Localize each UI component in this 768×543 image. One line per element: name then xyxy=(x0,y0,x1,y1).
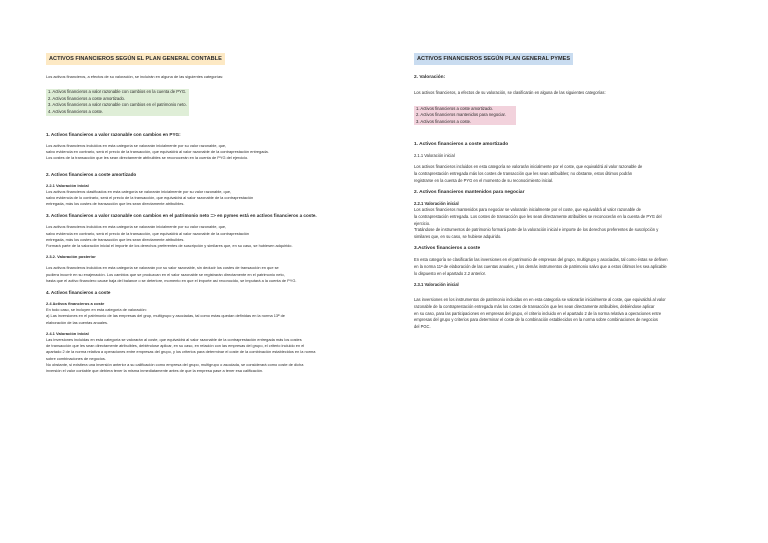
paragraph-line: Los activos financieros incluidos en esta categoría se valorarán inicialmente por su valor razonable, que, xyxy=(46,224,227,230)
subsection-label: 2.1.1 Valoración inicial xyxy=(414,152,455,158)
list-item: 2. Activos financieros a coste amortizado. xyxy=(46,96,189,103)
paragraph-line: Tratándose de instrumentos de patrimonio formará parte de la valoración inicial e importe de los derechos preferentes de suscripción y xyxy=(414,227,659,233)
paragraph-line: similares que, en su caso, se hubiese adquirido. xyxy=(414,233,502,239)
paragraph-line: del PGC. xyxy=(414,323,431,329)
paragraph-line: Los costes de la transacción que les sean directamente atribuibles se reconocerán en la cuenta de PYG del ejercicio. xyxy=(46,155,249,161)
list-item: 1. Activos financieros a coste amortizado. xyxy=(414,106,516,113)
subsection-heading: 2.4.1 Valoración inicial xyxy=(46,330,89,336)
paragraph-line: No obstante, si existiera una inversión anterior a su calificación como empresa del grupo, multigrupo o asociada, se considerará como coste de dicha xyxy=(46,361,304,367)
paragraph-line: Formará parte de la valoración inicial el importe de los derechos preferentes de suscripción y similares que, en su caso, se hubiesen adquirido. xyxy=(46,243,293,249)
paragraph-line: salvo evidencia de lo contrario, será el precio de la transacción, que equivaldrá al valor razonable de la contraprestación xyxy=(46,195,254,200)
paragraph-line: inversión el valor contable que debiera tener la misma inmediatamente antes de que la empresa pase a tener esa calificación. xyxy=(46,368,264,374)
paragraph-line: empresas del grupo y criterios para determinar el coste de la combinación establecidos en la norma sobre combinaciones de negocios xyxy=(414,317,658,323)
paragraph-line: Los activos financieros incluidos en esta categoría se valorarán inicialmente por el coste, que equivaldrá al valor razonable de xyxy=(414,164,643,170)
right-intro: Los activos financieros, a efectos de su valoración, se clasificarán en alguna de las siguientes categorías: xyxy=(414,90,606,95)
paragraph-line: hasta que el activo financiero cause baja del balance o se deteriore, momento en que el importe así reconocido, se imputará a la cuenta de PYG. xyxy=(46,277,297,283)
subsection-heading: 2.3.2. Valoración posterior xyxy=(46,254,96,260)
list-item: 1. Activos financieros a valor razonable con cambios en la cuenta de PYG. xyxy=(46,89,189,96)
list-item: 3. Activos financieros a coste. xyxy=(414,119,516,126)
paragraph-line: la contraprestación entregada. Los costes de transacción que les sean directamente atribuibles se reconocerán en la cuenta de PYG del xyxy=(414,213,662,219)
paragraph-line: entregada, más los costes de transacción que les sean directamente atribuibles. xyxy=(46,236,185,242)
section-heading: 3. Activos financieros a valor razonable con cambios en el patrimonio neto => en pymes está en activos financieros a coste. xyxy=(46,213,317,219)
list-item: 2. Activos financieros mantenidos para negociar. xyxy=(414,112,516,119)
paragraph-line: En todo caso, se incluyen en esta categoría de valoración: xyxy=(46,307,147,313)
paragraph-line: En esta categoría se clasificarán las inversiones en el patrimonio de empresas del grupo, multigrupo y asociadas, tal como éstas se definen xyxy=(414,257,668,263)
paragraph-line: salvo evidencia en contrario, será el precio de la transacción, que equivaldrá al valor razonable de la contraprestación xyxy=(46,230,250,236)
paragraph-line: a) Las inversiones en el patrimonio de las empresas del grup, multigrupo y asociadas, tal como estas quedan definidas en la norma 13ª de xyxy=(46,313,285,319)
right-banner: ACTIVOS FINANCIEROS SEGÚN PLAN GENERAL PYMES xyxy=(414,53,573,65)
subsection-heading: 2.2.1 Valoración inicial xyxy=(46,182,89,188)
section-heading: 2. Activos financieros a coste amortizado xyxy=(46,171,137,177)
paragraph-line: pudiera incurrir en su enajenación. Los cambios que se produzcan en el valor razonable se registrarán directamente en el patrimonio neto, xyxy=(46,271,285,277)
subsection-heading: 2.3.1 Valoración inicial xyxy=(414,282,459,288)
paragraph-line: salvo evidencia en contrario, será el precio de la transacción, que equivaldrá al valor razonable de la contraprestación entregada. xyxy=(46,149,269,155)
subsection-heading: 2.4 Activos financieros a coste xyxy=(46,301,105,307)
left-intro: Los activos financieros, a efectos de su valoración, se incluirán en alguna de las siguientes categorías: xyxy=(46,74,224,79)
paragraph-line: sobre combinaciones de negocios. xyxy=(46,355,106,361)
paragraph-line: lo dispuesto en el apartado 2.2 anterior. xyxy=(414,270,486,276)
left-column xyxy=(46,47,376,374)
section-heading: 2. Activos financieros mantenidos para negociar xyxy=(414,190,525,196)
section-heading: 3.Activos financieros a coste xyxy=(414,246,481,252)
left-banner: ACTIVOS FINANCIEROS SEGÚN EL PLAN GENERAL CONTABLE xyxy=(46,53,225,65)
paragraph-line: apartado 2 de la norma relativa a operaciones entre empresas del grupo, y los criterios para determinar el coste de la combinación establecidos en la norma xyxy=(46,349,316,355)
paragraph-line: Las inversiones incluidas en esta categoría se valorarán al coste, que equivaldrá al valor razonable de la contraprestación entregada más los costes xyxy=(46,337,302,343)
paragraph-line: Las inversiones en los instrumentos de patrimonio incluidas en en esta categoría se valorarán inicialmente al coste, que equivaldrá al valor xyxy=(414,297,666,303)
paragraph-line: en su caso, para las participaciones en empresas del grupo, el criterio incluido en el apartado 2 de la norma relativa a operaciones entre xyxy=(414,310,662,316)
section-heading: 2. Valoración: xyxy=(414,75,446,80)
section-heading: 4. Activos financieros a coste xyxy=(46,290,111,296)
paragraph-line: ejercicio. xyxy=(414,220,431,226)
paragraph-line: Los activos financieros clasificados en esta categoría se valorarán inicialmente por su valor razonable, que, xyxy=(46,188,232,194)
paragraph-line: Los activos financieros incluidos en esta categoría se valorarán por su valor razonable, sin deducir los costes de transacción en que se xyxy=(46,265,279,271)
paragraph-line: razonable de la contraprestación entregada más los costes de transacción que les sean directamente atribuibles, debiéndose aplicar xyxy=(414,303,655,309)
subsection-heading: 2.2.1 Valoración inicial xyxy=(414,201,459,207)
paragraph-line: entregada, más los costes de transacción que les sean directamente atribuibles. xyxy=(46,201,185,207)
paragraph-line: la contraprestación entregada más los costes de transacción que les sean atribuibles; no obstante, estos últimos podrán xyxy=(414,170,633,176)
section-heading: 1. Activos financieros a valor razonable con cambios en PYG: xyxy=(46,131,181,137)
paragraph-line: en la norma 11ª de elaboración de las cuentas anuales, y los demás instrumentos de patrimonio salvo que a estos últimos les sea aplicable xyxy=(414,263,667,269)
right-category-list xyxy=(414,106,516,126)
paragraph-line: Los activos financieros mantenidos para negociar se valorarán inicialmente por el coste, que equivaldrá al valor razonable de xyxy=(414,207,641,213)
left-category-list xyxy=(46,89,189,115)
paragraph-line: elaboración de las cuentas anuales. xyxy=(46,319,109,325)
section-heading: 1. Activos financieros a coste amortizado xyxy=(414,141,509,147)
paragraph-line: registrarse en la cuenta de PYG en el momento de su reconocimiento inicial. xyxy=(414,177,554,183)
right-column xyxy=(414,47,714,330)
list-item: 3. Activos financieros a valor razonable con cambios en el patrimonio neto. xyxy=(48,102,187,108)
paragraph-line: de transacción que les sean directamente atribuibles, debiéndose aplicar, en su caso, en relación con las empresas del grupo, el criterio incluido en el xyxy=(46,343,305,349)
list-item: 4. Activos financieros a coste. xyxy=(46,109,189,116)
paragraph-line: Los activos financieros incluidos en esta categoría se valorarán inicialmente por su valor razonable, que, xyxy=(46,142,227,148)
